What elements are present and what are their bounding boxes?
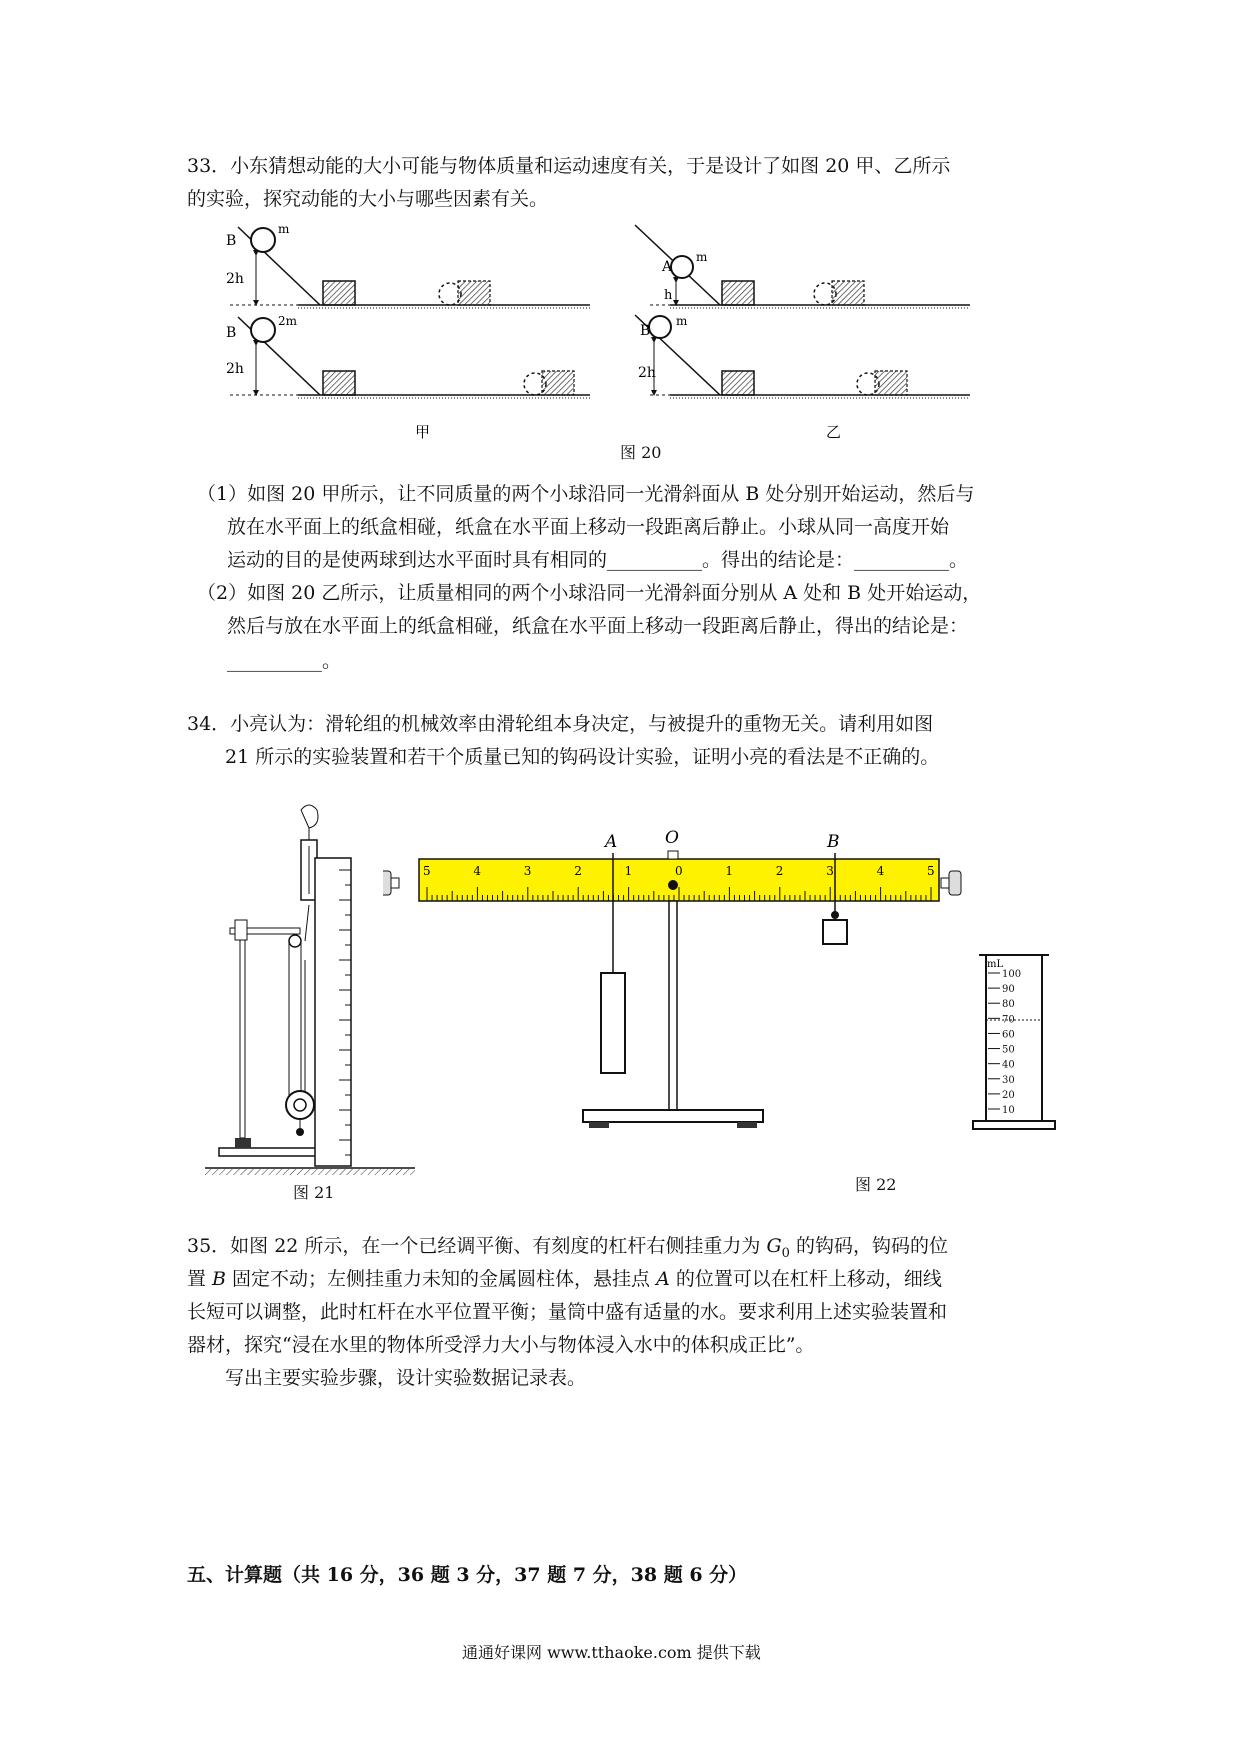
fig20-jia-bottom bbox=[230, 317, 590, 398]
cylinder-unit: mL bbox=[987, 959, 1004, 970]
fig20-label-2h1: 2h bbox=[226, 271, 244, 287]
q33-sub2-line3: __________。 bbox=[227, 650, 342, 672]
ruler-tick-label: 4 bbox=[473, 864, 482, 878]
ruler-tick-label: 3 bbox=[523, 864, 532, 878]
q35-line1-b: 的钩码，钩码的位 bbox=[789, 1235, 948, 1257]
q33-intro-line1: 33．小东猜想动能的大小可能与物体质量和运动速度有关，于是设计了如图 20 甲、乙所示 bbox=[187, 155, 951, 177]
q33-sub1-line1: （1）如图 20 甲所示，让不同质量的两个小球沿同一光滑斜面从 B 处分别开始运动，然后与 bbox=[197, 483, 975, 505]
fig20-caption: 图 20 bbox=[620, 443, 662, 462]
cylinder-tick-label: 90 bbox=[1002, 984, 1015, 996]
q34-line1: 34．小亮认为：滑轮组的机械效率由滑轮组本身决定，与被提升的重物无关。请利用如图 bbox=[187, 713, 934, 735]
fig22-caption: 图 22 bbox=[855, 1175, 897, 1194]
q35-g0-sub: 0 bbox=[781, 1245, 790, 1261]
cylinder-tick-label: 60 bbox=[1002, 1029, 1015, 1041]
figure-20 bbox=[220, 215, 1000, 465]
fig20-label-A: A bbox=[662, 259, 673, 275]
fig20-label-m4: m bbox=[676, 314, 688, 328]
ruler-tick-label: 4 bbox=[876, 864, 885, 878]
q35-line2 bbox=[187, 1263, 942, 1296]
q33-sub1-line2: 放在水平面上的纸盒相碰，纸盒在水平面上移动一段距离后静止。小球从同一高度开始 bbox=[227, 516, 950, 538]
cylinder-tick-label: 10 bbox=[1002, 1105, 1015, 1116]
ruler-tick-label: 3 bbox=[826, 864, 834, 878]
fig20-label-2m: 2m bbox=[278, 314, 298, 328]
ruler-tick-label: 5 bbox=[423, 864, 431, 878]
fig20-label-B3: B bbox=[640, 323, 651, 339]
ruler-tick-label: 5 bbox=[927, 864, 935, 878]
q35-line5: 写出主要实验步骤，设计实验数据记录表。 bbox=[225, 1367, 587, 1389]
graduated-cylinder bbox=[973, 955, 1055, 1129]
cylinder-tick-label: 70 bbox=[1002, 1014, 1015, 1026]
q35-line1-a: 35．如图 22 所示，在一个已经调平衡、有刻度的杠杆右侧挂重力为 bbox=[187, 1235, 767, 1257]
section5-heading: 五、计算题（共 16 分，36 题 3 分，37 题 7 分，38 题 6 分） bbox=[187, 1564, 748, 1586]
q33-intro-line2: 的实验，探究动能的大小与哪些因素有关。 bbox=[187, 188, 549, 210]
fig20-yi-top bbox=[635, 225, 970, 308]
cylinder-tick-label: 30 bbox=[1002, 1074, 1015, 1086]
q35-line2-A: A bbox=[656, 1268, 670, 1290]
cylinder-tick-label: 50 bbox=[1002, 1044, 1015, 1056]
fig20-label-m1: m bbox=[278, 222, 290, 236]
q35-g0-G: G bbox=[766, 1235, 782, 1257]
fig20-label-2h3: 2h bbox=[638, 365, 656, 381]
lever-label-B: B bbox=[827, 832, 840, 852]
cylinder-tick-label: 80 bbox=[1002, 999, 1015, 1011]
ruler-tick-label: 1 bbox=[624, 864, 633, 878]
fig20-label-h: h bbox=[664, 288, 673, 303]
q35-line3: 长短可以调整，此时杠杆在水平位置平衡；量筒中盛有适量的水。要求利用上述实验装置和 bbox=[187, 1301, 948, 1323]
fig20-label-yi: 乙 bbox=[826, 423, 842, 441]
q35-g0 bbox=[766, 1235, 790, 1261]
figure-22 bbox=[383, 825, 1063, 1145]
fig20-label-2h2: 2h bbox=[226, 361, 244, 377]
q35-line2-b: 固定不动；左侧挂重力未知的金属圆柱体，悬挂点 bbox=[226, 1268, 657, 1290]
ruler-tick-label: 2 bbox=[775, 864, 784, 878]
q35-line2-a: 置 bbox=[187, 1268, 213, 1290]
q33-sub2-line1: （2）如图 20 乙所示，让质量相同的两个小球沿同一光滑斜面分别从 A 处和 B 处开始运动， bbox=[197, 582, 982, 604]
q35-line4: 器材，探究“浸在水里的物体所受浮力大小与物体浸入水中的体积成正比”。 bbox=[187, 1334, 815, 1356]
page-footer: 通通好课网 www.tthaoke.com 提供下载 bbox=[462, 1643, 761, 1662]
fig21-caption: 图 21 bbox=[293, 1183, 335, 1202]
ruler-tick-label: 1 bbox=[725, 864, 734, 878]
q35-line2-c: 的位置可以在杠杆上移动，细线 bbox=[669, 1268, 942, 1290]
lever-label-O: O bbox=[665, 828, 679, 848]
fig20-label-B2: B bbox=[226, 325, 237, 341]
fig20-jia-top bbox=[230, 227, 590, 308]
q35-line2-B: B bbox=[212, 1268, 227, 1290]
cylinder-tick-label: 20 bbox=[1002, 1089, 1015, 1101]
fig20-label-jia: 甲 bbox=[415, 423, 431, 441]
q33-sub2-line2: 然后与放在水平面上的纸盒相碰，纸盒在水平面上移动一段距离后静止，得出的结论是： bbox=[227, 615, 969, 637]
cylinder-tick-label: 40 bbox=[1002, 1059, 1015, 1071]
lever-label-A: A bbox=[605, 832, 618, 852]
ruler-tick-label: 0 bbox=[675, 864, 683, 878]
fig20-label-B1: B bbox=[226, 233, 237, 249]
q33-sub1-line3: 运动的目的是使两球到达水平面时具有相同的__________。得出的结论是：__________。 bbox=[227, 549, 969, 571]
ruler-tick-label: 2 bbox=[574, 864, 582, 878]
fig20-label-m3: m bbox=[696, 250, 708, 264]
q34-line2: 21 所示的实验装置和若干个质量已知的钩码设计实验，证明小亮的看法是不正确的。 bbox=[225, 746, 940, 768]
cylinder-tick-label: 100 bbox=[1002, 969, 1022, 980]
